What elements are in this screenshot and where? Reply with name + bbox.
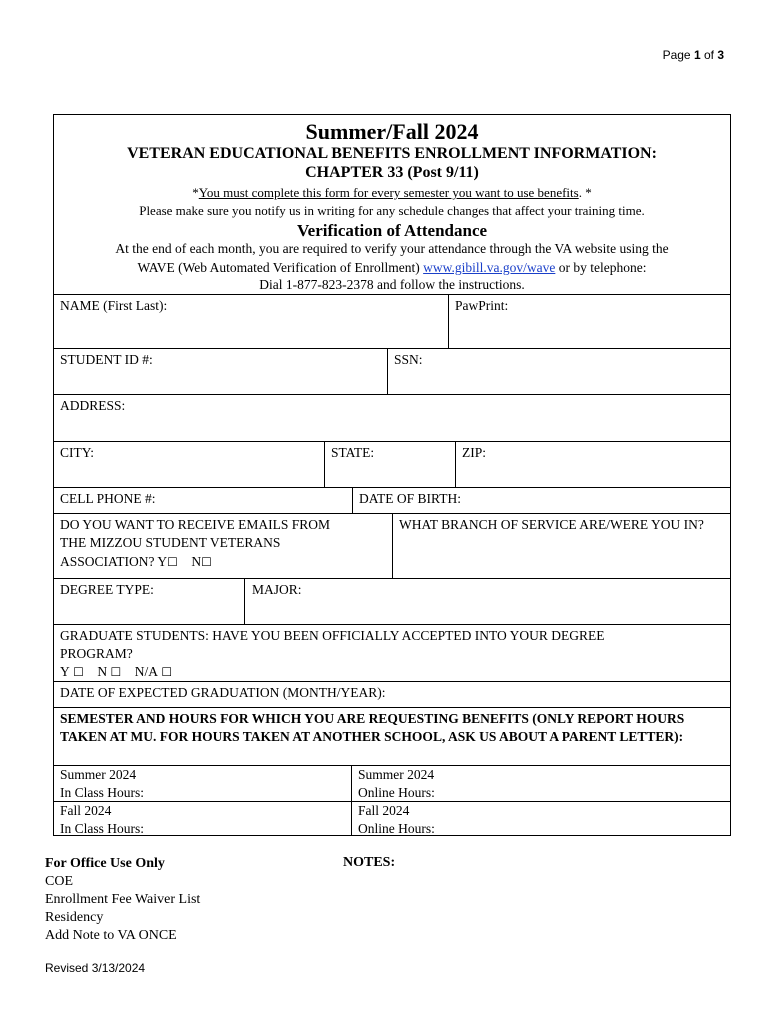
- verification-line3: Dial 1-877-823-2378 and follow the instructions.: [259, 277, 525, 292]
- emails-no-checkbox[interactable]: ☐: [201, 555, 212, 569]
- address-label: ADDRESS:: [60, 398, 126, 413]
- verification-title: Verification of Attendance: [296, 221, 488, 240]
- grad-options: [60, 663, 172, 681]
- office-use-section: [45, 855, 200, 945]
- semester-heading: SEMESTER AND HOURS FOR WHICH YOU ARE REQUESTING BENEFITS (ONLY REPORT HOURS TAKEN AT MU. FOR HOURS TAKEN AT ANOTHER SCHOOL, ASK US ABOUT A PARENT LETTER):: [60, 711, 685, 744]
- summer-online-hours-label: Online Hours:: [358, 785, 435, 800]
- office-item-va-note: Add Note to VA ONCE: [45, 928, 177, 943]
- name-label: NAME (First Last):: [60, 298, 168, 313]
- form-subtitle-line2: CHAPTER 33 (Post 9/11): [305, 164, 479, 181]
- note-underlined: You must complete this form for every semester you want to use benefits: [198, 185, 579, 200]
- wave-link[interactable]: www.gibill.va.gov/wave: [423, 260, 556, 275]
- fall-online-term: Fall 2024: [358, 803, 410, 818]
- note-prefix: *: [192, 185, 199, 200]
- pawprint-label: PawPrint:: [455, 298, 509, 313]
- fall-class-hours-label: In Class Hours:: [60, 821, 144, 836]
- summer-online-term: Summer 2024: [358, 767, 435, 782]
- grad-question-line1: GRADUATE STUDENTS: HAVE YOU BEEN OFFICIALLY ACCEPTED INTO YOUR DEGREE: [60, 628, 605, 643]
- grad-yes-label: Y: [60, 664, 70, 679]
- state-label: STATE:: [331, 445, 375, 460]
- page-number: [663, 48, 724, 62]
- page-of: of: [700, 48, 718, 62]
- emails-question-line1: DO YOU WANT TO RECEIVE EMAILS FROM: [60, 517, 331, 532]
- degree-type-label: DEGREE TYPE:: [60, 582, 154, 597]
- emails-yes-label: ASSOCIATION? Y: [60, 554, 168, 569]
- dob-label: DATE OF BIRTH:: [359, 491, 461, 506]
- notes-label: NOTES:: [343, 855, 396, 870]
- grad-question-line2: PROGRAM?: [60, 646, 133, 661]
- page-prefix: Page: [662, 48, 694, 62]
- office-item-fee-waiver: Enrollment Fee Waiver List: [45, 892, 201, 907]
- city-label: CITY:: [60, 445, 95, 460]
- student-id-label: STUDENT ID #:: [60, 352, 153, 367]
- grad-yes-checkbox[interactable]: ☐: [73, 665, 84, 679]
- form-title: Summer/Fall 2024: [305, 119, 479, 144]
- revised-date: Revised 3/13/2024: [45, 961, 146, 975]
- completion-note: [54, 185, 730, 201]
- verification-line1: At the end of each month, you are required to verify your attendance through the VA website using the: [115, 241, 669, 256]
- fall-class-term: Fall 2024: [60, 803, 112, 818]
- expected-grad-label: DATE OF EXPECTED GRADUATION (MONTH/YEAR):: [60, 685, 386, 700]
- verification-line2-pre: WAVE (Web Automated Verification of Enrollment): [137, 260, 424, 275]
- office-heading: For Office Use Only: [45, 856, 165, 871]
- branch-label: WHAT BRANCH OF SERVICE ARE/WERE YOU IN?: [399, 517, 704, 532]
- major-label: MAJOR:: [252, 582, 302, 597]
- form-subtitle-line1: VETERAN EDUCATIONAL BENEFITS ENROLLMENT INFORMATION:: [127, 145, 657, 162]
- emails-no-label: N: [191, 554, 202, 569]
- office-item-coe: COE: [45, 874, 73, 889]
- emails-yes-checkbox[interactable]: ☐: [167, 555, 178, 569]
- emails-question-line2: THE MIZZOU STUDENT VETERANS: [60, 535, 281, 550]
- verification-line2-post: or by telephone:: [555, 260, 647, 275]
- summer-class-hours-label: In Class Hours:: [60, 785, 144, 800]
- schedule-change-note: Please make sure you notify us in writing for any schedule changes that affect your training time.: [139, 203, 645, 218]
- zip-label: ZIP:: [462, 445, 487, 460]
- grad-no-label: N: [97, 664, 108, 679]
- grad-na-label: N/A: [134, 664, 159, 679]
- summer-class-term: Summer 2024: [60, 767, 137, 782]
- page-current: 1: [693, 48, 701, 62]
- emails-question-line3: [60, 553, 212, 571]
- cell-phone-label: CELL PHONE #:: [60, 491, 156, 506]
- page-total: 3: [717, 48, 724, 62]
- ssn-label: SSN:: [394, 352, 423, 367]
- verification-line2: [54, 260, 730, 276]
- note-suffix: . *: [578, 185, 592, 200]
- enrollment-form: [53, 114, 731, 836]
- grad-no-checkbox[interactable]: ☐: [110, 665, 122, 679]
- grad-na-checkbox[interactable]: ☐: [161, 665, 173, 679]
- fall-online-hours-label: Online Hours:: [358, 821, 435, 836]
- office-item-residency: Residency: [45, 910, 104, 925]
